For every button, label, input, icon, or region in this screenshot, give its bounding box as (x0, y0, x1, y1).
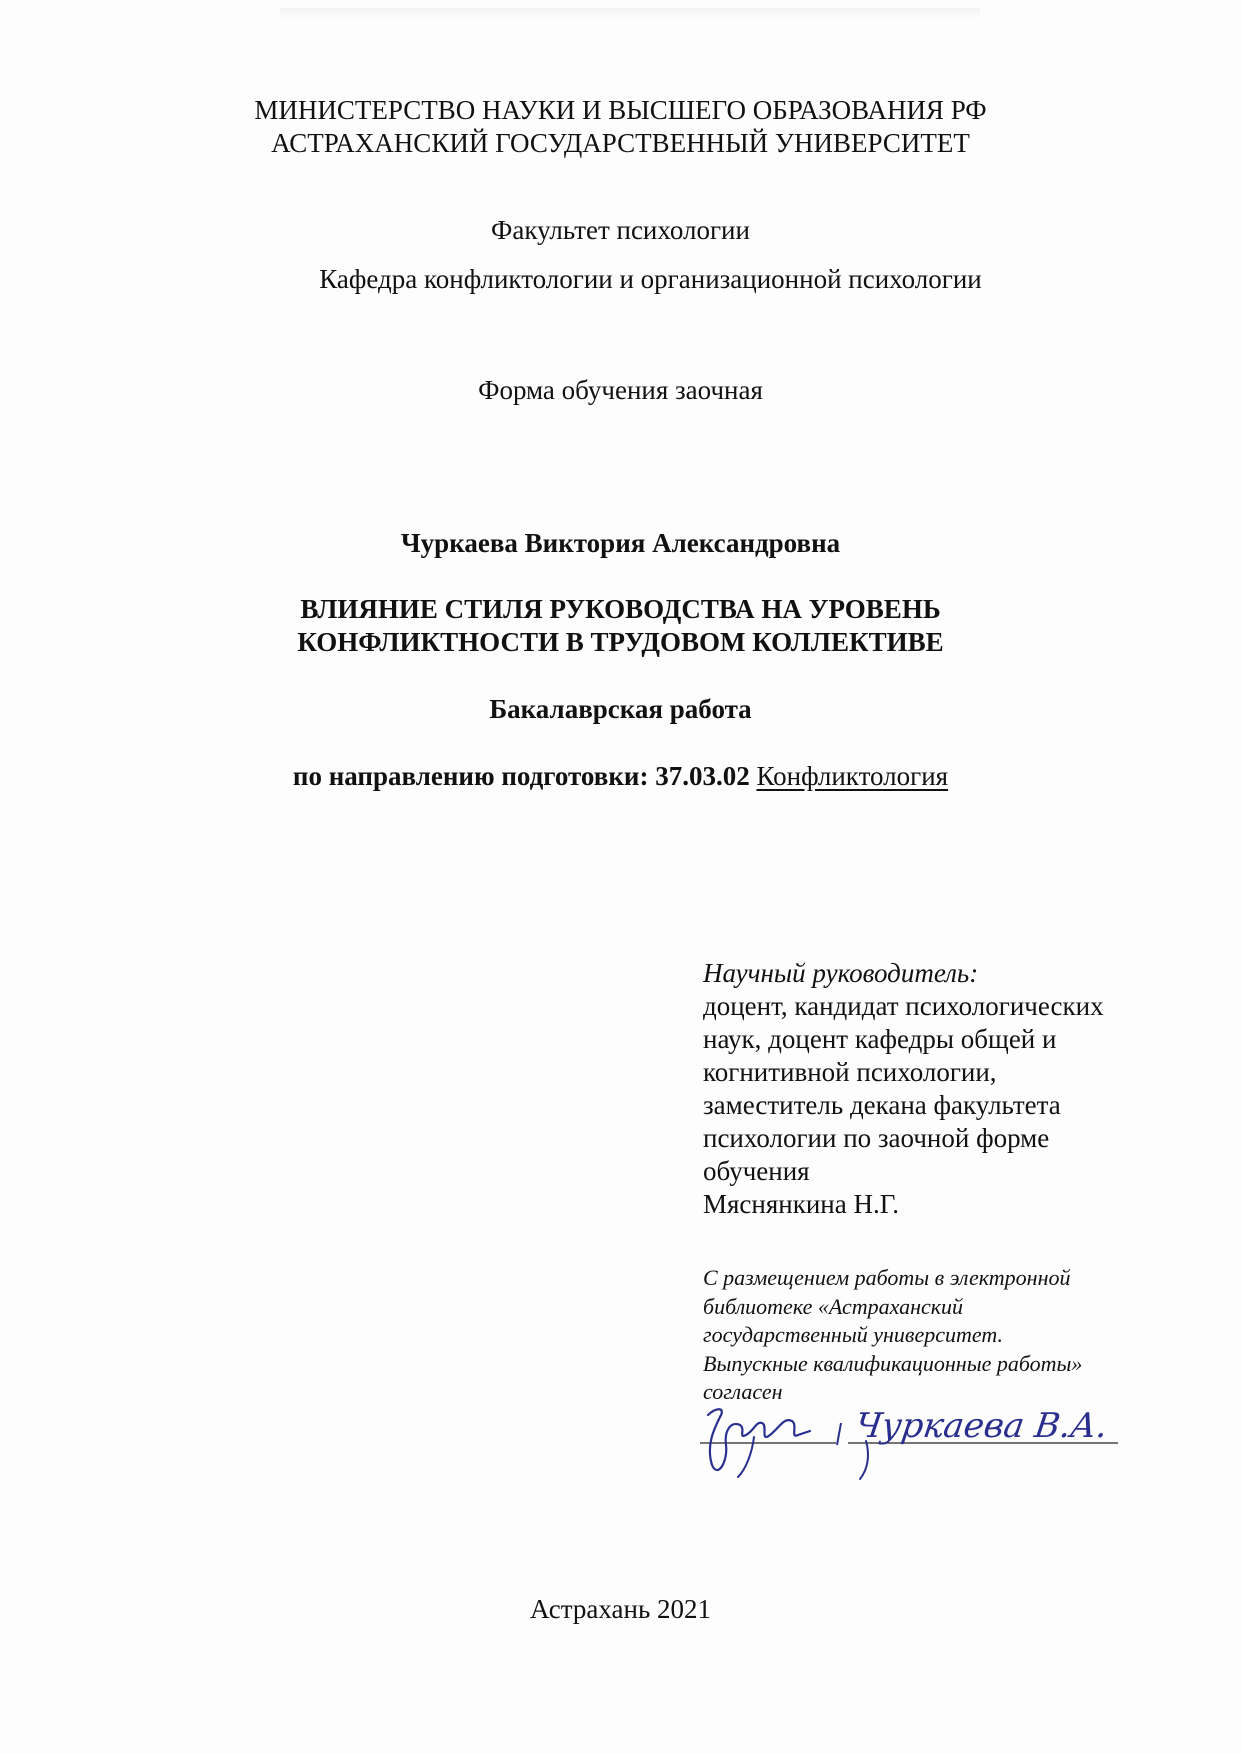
advisor-line: доцент, кандидат психологических (703, 991, 1104, 1021)
university-name: АСТРАХАНСКИЙ ГОСУДАРСТВЕННЫЙ УНИВЕРСИТЕТ (271, 128, 970, 158)
thesis-title-line-2: КОНФЛИКТНОСТИ В ТРУДОВОМ КОЛЛЕКТИВЕ (297, 627, 944, 657)
direction-name: Конфликтология (756, 761, 949, 791)
consent-line: С размещением работы в электронной (703, 1265, 1071, 1290)
consent-line: согласен (703, 1379, 783, 1404)
signature-scribble (708, 1409, 810, 1470)
work-type: Бакалаврская работа (489, 694, 752, 724)
advisor-name: Мяснянкина Н.Г. (703, 1189, 900, 1219)
separator-slash (837, 1423, 841, 1445)
advisor-line: когнитивной психологии, (703, 1057, 997, 1087)
study-form: Форма обучения заочная (478, 375, 763, 405)
thesis-title-line-1: ВЛИЯНИЕ СТИЛЯ РУКОВОДСТВА НА УРОВЕНЬ (300, 594, 941, 624)
consent-line: библиотеке «Астраханский (703, 1293, 964, 1319)
department-name: Кафедра конфликтологии и организационной психологии (319, 264, 982, 294)
advisor-line: психологии по заочной форме (703, 1123, 1050, 1153)
faculty-name: Факультет психологии (491, 215, 750, 245)
handwritten-signature (698, 1395, 1128, 1485)
author-name: Чуркаева Виктория Александровна (400, 528, 841, 558)
ministry-name: МИНИСТЕРСТВО НАУКИ И ВЫСШЕГО ОБРАЗОВАНИЯ РФ (254, 95, 987, 125)
study-direction (0, 760, 1241, 792)
advisor-line: обучения (703, 1156, 810, 1186)
advisor-heading: Научный руководитель: (703, 958, 979, 988)
advisor-line: заместитель декана факультета (703, 1090, 1061, 1120)
advisor-line: наук, доцент кафедры общей и (703, 1024, 1057, 1054)
consent-block (703, 1264, 1173, 1407)
consent-line: Выпускные квалификационные работы» (703, 1350, 1083, 1376)
city-year: Астрахань 2021 (529, 1594, 712, 1624)
scan-shadow (280, 8, 980, 20)
consent-line: государственный университет. (703, 1322, 1003, 1347)
advisor-block (703, 957, 1173, 1221)
handwritten-name-descender (860, 1441, 868, 1479)
handwritten-name: Чуркаева В.А. (852, 1406, 1111, 1446)
direction-code: по направлению подготовки: 37.03.02 (292, 761, 750, 791)
